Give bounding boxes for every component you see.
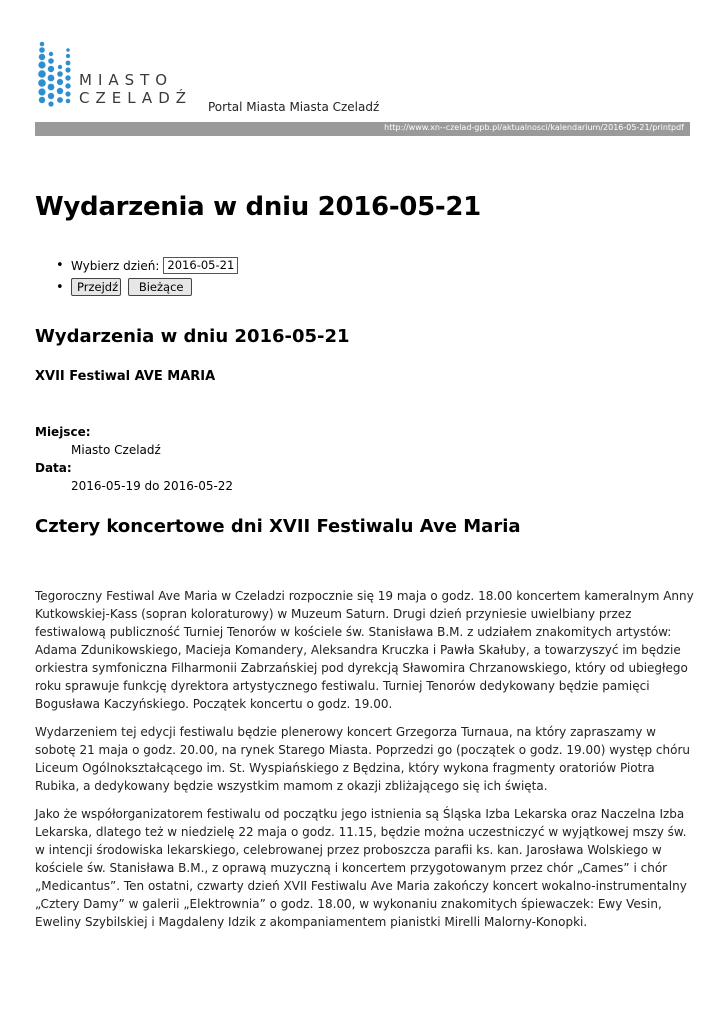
date-label: Wybierz dzień: [71,259,160,273]
place-value: Miasto Czeladź [71,443,161,457]
events-heading: Wydarzenia w dniu 2016-05-21 [35,326,350,347]
go-button[interactable]: Przejdź [71,278,121,296]
logo-line-1: MIASTO [79,71,174,89]
date-label-detail: Data: [35,461,72,475]
article-title: Cztery koncertowe dni XVII Festiwalu Ave Maria [35,516,521,537]
article-paragraph-1: Tegoroczny Festiwal Ave Maria w Czeladzi rozpocznie się 19 maja o godz. 18.00 koncertem kameralnym Anny Kutkowskiej-Kass (sopran koloraturowy) w Muzeum Saturn. Drugi dzień przyniesie uwielbiany przez festiwalową publiczność Turniej Tenorów w kościele św. Stanisława B.M. z udziałem znakomitych artystów: Adama Zdunikowskiego, Macieja Komandery, Aleksandra Kruczka i Pawła Skałuby, a towarzyszyć im będzie orkiestra symfoniczna Filharmonii Zabrzańskiej pod dyrekcją Sławomira Chrzanowskiego, który od ubiegłego roku sprawuje funkcję dyrektora artystycznego festiwalu. Turniej Tenorów dedykowany będzie pamięci Bogusława Kaczyńskiego. Początek koncertu o godz. 19.00. [35,589,694,711]
buttons-row [55,278,238,300]
article-body [35,587,695,941]
article-paragraph-3: Jako że współorganizatorem festiwalu od początku jego istnienia są Śląska Izba Lekarska oraz Naczelna Izba Lekarska, dlatego też w niedzielę 22 maja o godz. 11.15, będzie można uczestniczyć w wyjątkowej mszy św. w intencji środowiska lekarskiego, celebrowanej przez proboszcza parafii ks. kan. Jarosława Wolskiego w kościele św. Stanisława B.M., z oprawą muzyczną i koncertem przygotowanym przez chór „Cames” i chór „Medicantus”. Ten ostatni, czwarty dzień XVII Festiwalu Ave Maria zakończy koncert wokalno-instrumentalny „Cztery Damy” w galerii „Elektrownia” o godz. 18.00, w wykonaniu znakomitych śpiewaczek: Ewy Vesin, Eweliny Szybilskiej i Magdaleny Idzik z akompaniamentem pianistki Mirelli Malorny-Konopki. [35,807,687,929]
site-header [35,38,690,118]
article-paragraph-2: Wydarzeniem tej edycji festiwalu będzie plenerowy koncert Grzegorza Turnaua, na który zapraszamy w sobotę 21 maja o godz. 20.00, na rynek Starego Miasta. Poprzedzi go (początek o godz. 19.00) występ chóru Liceum Ogólnokształcącego im. St. Wyspiańskiego z Będzina, który wykona fragmenty oratoriów Piotra Rubika, a dedykowany będzie wszystkim mamom z okazji zbliżającego się ich święta. [35,725,691,793]
page-url[interactable]: http://www.xn--czelad-gpb.pl/aktualnosci/kalendarium/2016-05-21/printpdf [384,123,684,132]
page-title: Wydarzenia w dniu 2016-05-21 [35,192,481,222]
date-value: 2016-05-19 do 2016-05-22 [71,479,234,493]
current-button[interactable]: Bieżące [128,278,192,296]
date-input[interactable]: 2016-05-21 [163,257,238,274]
event-title[interactable]: XVII Festiwal AVE MARIA [35,369,216,384]
event-details [35,423,233,495]
portal-title: Portal Miasta Miasta Czeladź [208,100,380,114]
date-picker-form [55,256,238,300]
url-bar [35,122,690,136]
place-label: Miejsce: [35,425,91,439]
date-field-row [55,256,238,278]
logo-line-2: CZELADŹ [79,89,193,107]
